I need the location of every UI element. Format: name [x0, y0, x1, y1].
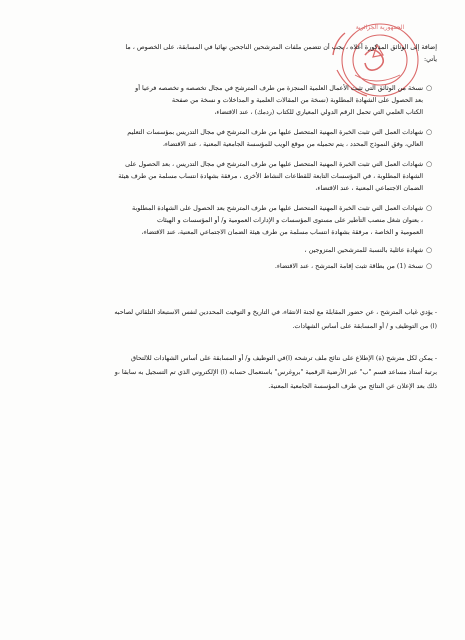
list-item-line: نسخة من الوثائق التي تثبت الأعمال العلمية المنجزة من طرف المترشح في مجال تخصصه و تخصصه فرعيا أو — [135, 84, 423, 92]
paragraph-line: (ا) من التوظيف و / أو المسابقة على أساس الشهادات. — [292, 322, 437, 330]
list-item-line: العالي، وفق النموذج المحدد ، يتم تحميله من موقع الويب للمؤسسة الجامعية المعنية ، عند الاقتضاء، — [162, 140, 423, 148]
list-item-line: شهادة عائلية بالنسبة للمترشحين المتزوجين ، — [304, 246, 423, 254]
list-item-line: الشهادة المطلوبة ، في المؤسسات التابعة للقطاعات النشاط الأخرى ، مرفقة بشهادة انتساب مسلمة من طرف هيئة — [118, 172, 423, 180]
paragraph-line: - يؤدي غياب المترشح ، عن حضور المقابلة مع لجنة الانتقاء، في التاريخ و التوقيت المحددين لنفس الاستبعاد التلقائي لصاحبه — [114, 308, 437, 316]
bullet-icon: ○ — [426, 262, 433, 270]
list-item-line: شهادات العمل التي تثبت الخبرة المهنية المتحصل عليها من طرف المترشح في مجال التدريس ، بعد الحصول على — [125, 160, 423, 168]
bullet-icon: ○ — [426, 204, 433, 212]
bullet-icon: ○ — [426, 128, 433, 136]
intro-line: إضافة إلى الوثائق المذكورة أعلاه ، يجب أن تتضمن ملفات المترشحين الناجحين نهائيا في المسابقة، على الخصوص ، ما — [125, 43, 437, 51]
list-item-line: العمومية و الخاصة ، مرفقة بشهادة انتساب مسلمة من طرف هيئة الضمان الاجتماعي المعنية، عند الاقتضاء، — [141, 228, 423, 236]
list-item-line: شهادات العمل التي تثبت الخبرة المهنية المتحصل عليها من طرف المترشح في مجال التدريس بمؤسسات التعليم — [127, 128, 423, 136]
list-item-line: ، بعنوان شغل منصب التأطير على مستوى المؤسسات و الإدارات العمومية و/ أو المؤسسات و الهيئات — [156, 216, 423, 224]
bullet-icon: ○ — [426, 84, 433, 92]
list-item-line: الضمان الاجتماعي المعنية ، عند الاقتضاء، — [315, 184, 423, 192]
paragraph-line: برتبة أستاذ مساعد قسم "ب" عبر الأرضية الرقمية "بروغرس" باستعمال حسابه (ا) الإلكتروني الذي تم التسجيل به سابقا ،و — [114, 368, 437, 376]
bullet-icon: ○ — [426, 160, 433, 168]
bullet-icon: ○ — [426, 246, 433, 254]
list-item-line: نسخة (1) من بطاقة تثبت إقامة المترشح ، عند الاقتضاء. — [274, 262, 423, 270]
list-item-line: شهادات العمل التي تثبت الخبرة المهنية المتحصل عليها من طرف المترشح بعد الحصول على الشهادة المطلوبة — [132, 204, 423, 212]
list-item-line: الكتاب العلمي التي تحمل الرقم الدولي المعياري للكتاب (ردمك) ، عند الاقتضاء، — [214, 108, 423, 116]
intro-line-end: يأتي: — [424, 55, 437, 63]
list-item-line: بعد الحصول على الشهادة المطلوبة (نسخة من المقالات العلمية و المداخلات و نسخة من صفحة — [171, 96, 423, 104]
paragraph-line: ذلك بعد الإعلان عن النتائج من طرف المؤسسة الجامعية المعنية. — [268, 382, 437, 390]
paragraph-line: - يمكن لكل مترشح (ة) الإطلاع على نتائج ملف ترشحه (ا)في التوظيف و/ أو المسابقة على أساس الشهادات للالتحاق — [131, 354, 437, 362]
stamp-text: الجمهورية الجزائرية — [355, 24, 405, 31]
